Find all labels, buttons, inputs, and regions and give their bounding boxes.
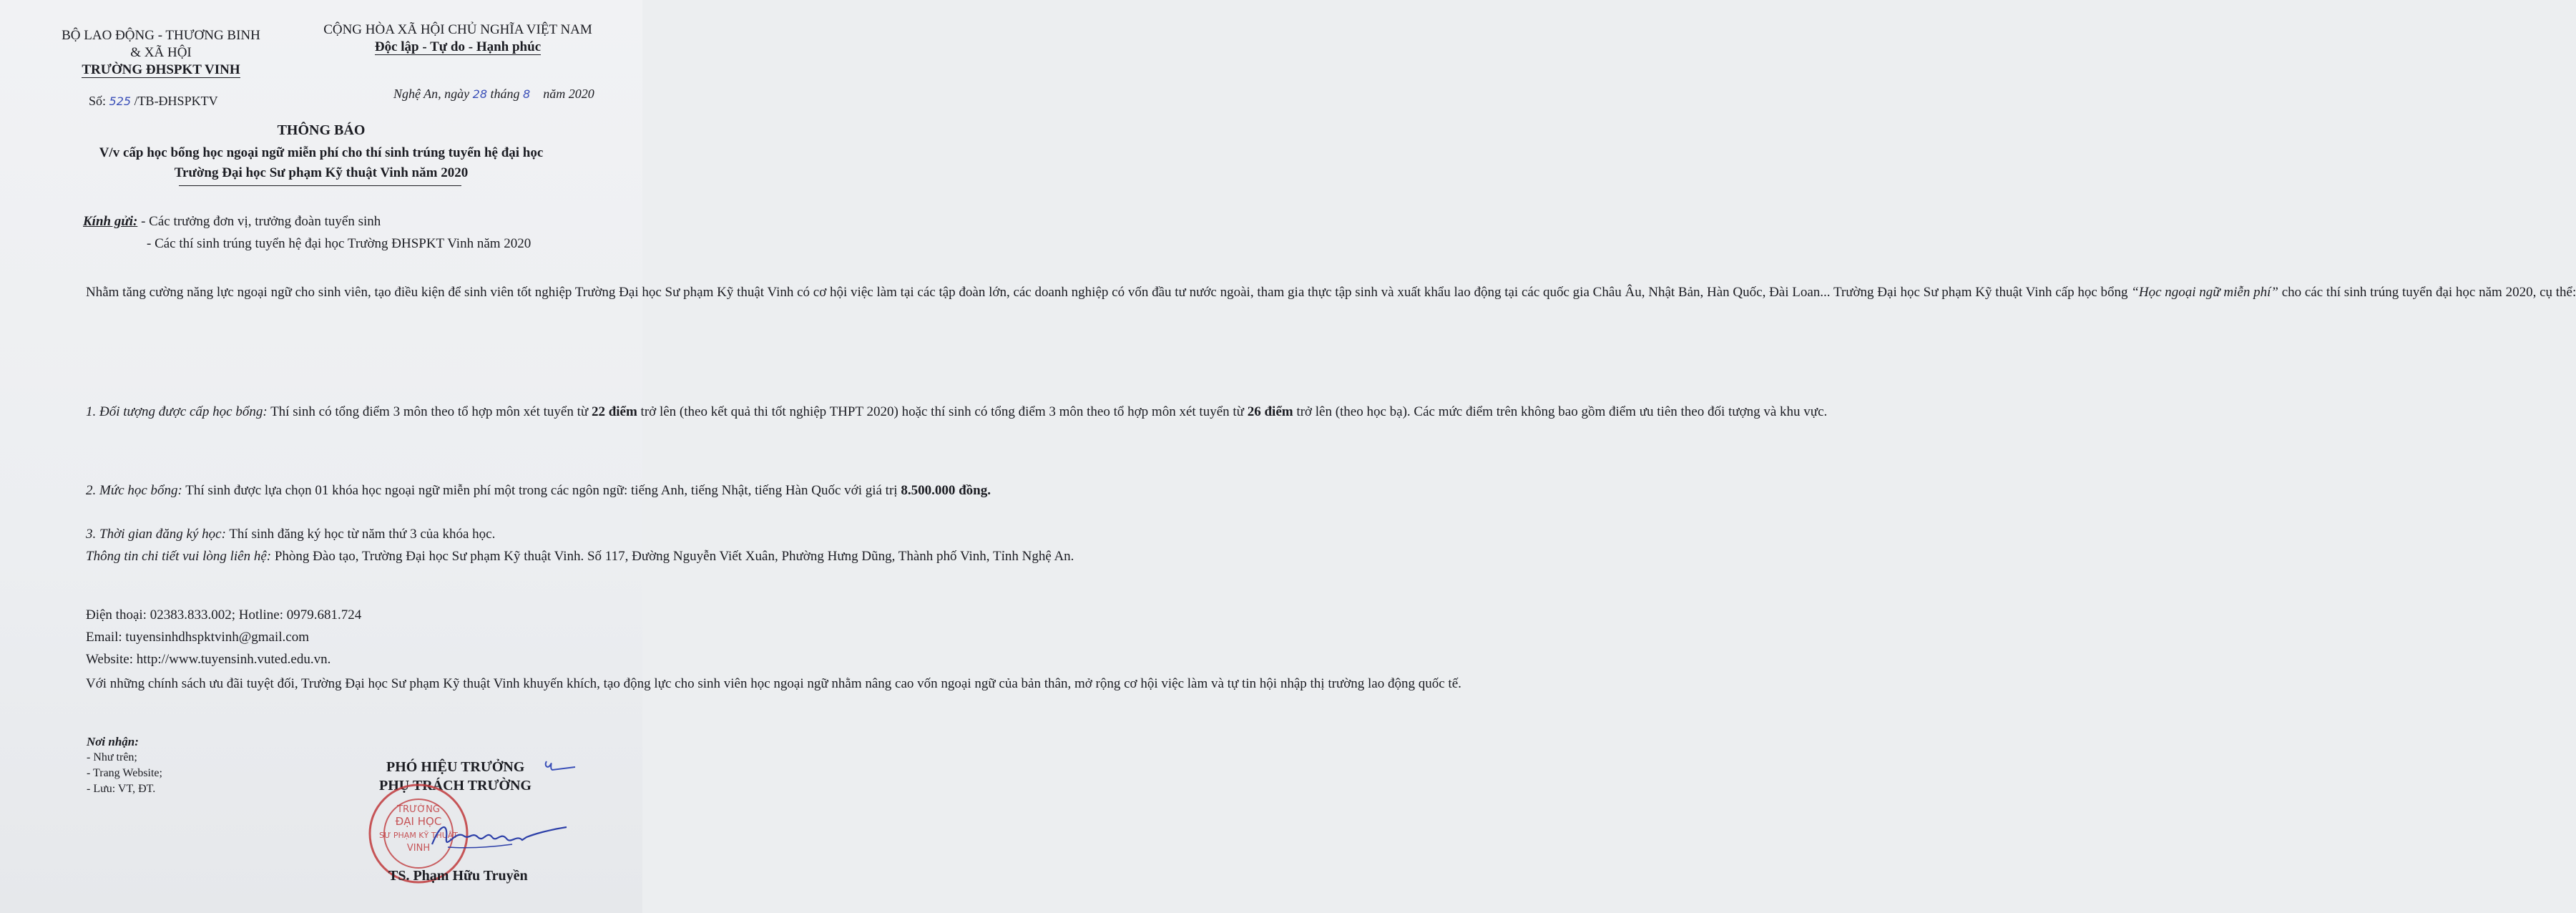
document-title: THÔNG BÁO <box>277 122 366 138</box>
school-name: TRƯỜNG ĐHSPKT VINH <box>82 62 240 77</box>
intro-text-1: Nhằm tăng cường năng lực ngoại ngữ cho sinh viên, tạo điều kiện để sinh viên tốt nghiệp Trường Đại học Sư phạm Kỹ thuật Vinh có cơ hội việc làm tại các tập đoàn lớn, các doanh nghiệp có vốn đầu tư nước ngoài, tham gia thực tập sinh và xuất khẩu lao động tại các quốc gia Châu Âu, Nhật Bản, Hàn Quốc, Đài Loan... Trường Đại học Sư phạm Kỹ thuật Vinh cấp học bổng <box>86 285 2132 300</box>
contact-phone: Điện thoại: 02383.833.002; Hotline: 0979.681.724 <box>86 607 362 622</box>
distribution-item: - Trang Website; <box>87 767 162 779</box>
handwritten-signature-icon <box>426 816 569 859</box>
item-registration-time <box>53 523 597 545</box>
issue-date <box>393 87 594 102</box>
ministry-header <box>50 27 272 79</box>
national-motto: Độc lập - Tự do - Hạnh phúc <box>374 39 542 54</box>
date-day: 28 <box>472 87 488 101</box>
intro-text-2: cho các thí sinh trúng tuyển đại học năm 2020, cụ thể: <box>2278 285 2576 300</box>
date-month: 8 <box>523 87 531 101</box>
distribution-item: - Như trên; <box>87 751 137 763</box>
country-name: CỘNG HÒA XÃ HỘI CHỦ NGHĨA VIỆT NAM <box>323 22 592 37</box>
distribution-item: - Lưu: VT, ĐT. <box>87 783 156 795</box>
item-registration-label: 3. Thời gian đăng ký học: <box>86 527 226 542</box>
contact-paragraph <box>53 545 1074 567</box>
contact-email: Email: tuyensinhdhspktvinh@gmail.com <box>86 630 309 645</box>
ministry-name-line1: BỘ LAO ĐỘNG - THƯƠNG BINH <box>62 28 260 43</box>
ministry-name-line2: & XÃ HỘI <box>130 45 192 60</box>
item-scholarship-text: Thí sinh được lựa chọn 01 khóa học ngoại ngữ miễn phí một trong các ngôn ngữ: tiếng Anh, tiếng Nhật, tiếng Hàn Quốc với giá trị <box>182 483 901 498</box>
date-place: Nghệ An, ngày <box>393 87 473 101</box>
svg-text:TRƯỜNG: TRƯỜNG <box>397 804 440 815</box>
subject-line-1: V/v cấp học bổng học ngoại ngữ miễn phí cho thí sinh trúng tuyển hệ đại học <box>99 145 544 160</box>
svg-text:ĐẠI HỌC: ĐẠI HỌC <box>395 815 442 828</box>
score-threshold-exam: 22 điểm <box>591 404 637 419</box>
distribution-heading: Nơi nhận: <box>87 735 139 748</box>
svg-text:VINH: VINH <box>406 843 431 854</box>
distribution-list <box>87 734 162 797</box>
item-eligibility-label: 1. Đối tượng được cấp học bổng: <box>86 404 268 419</box>
subject-underline <box>179 185 461 186</box>
svg-text:SƯ PHẠM KỸ THUẬT: SƯ PHẠM KỸ THUẬT <box>378 831 459 840</box>
recipients-line-1 <box>83 214 381 230</box>
item-eligibility-text-1: Thí sinh có tổng điểm 3 môn theo tổ hợp môn xét tuyển từ <box>267 404 592 419</box>
national-header <box>308 21 608 56</box>
date-year: năm 2020 <box>543 87 594 101</box>
reference-handwritten-number: 525 <box>109 94 132 108</box>
item-scholarship-label: 2. Mức học bổng: <box>86 483 182 498</box>
signer-title-2: PHỤ TRÁCH TRƯỜNG <box>379 778 532 794</box>
recipient-2: - Các thí sinh trúng tuyển hệ đại học Trường ĐHSPKT Vinh năm 2020 <box>147 236 532 251</box>
item-eligibility <box>53 401 1828 423</box>
intro-paragraph <box>53 281 2576 303</box>
recipients-label: Kính gửi: <box>83 214 138 229</box>
item-eligibility-text-3: trở lên (theo học bạ). Các mức điểm trên không bao gồm điểm ưu tiên theo đối tượng và khu vực. <box>1293 404 1828 419</box>
score-threshold-transcript: 26 điểm <box>1247 404 1293 419</box>
item-scholarship-level <box>53 479 991 502</box>
date-month-label: tháng <box>487 87 524 101</box>
scholarship-value: 8.500.000 đồng. <box>901 483 991 498</box>
recipient-1: - Các trưởng đơn vị, trưởng đoàn tuyển sinh <box>137 214 381 229</box>
initial-mark-icon <box>542 758 578 776</box>
signer-title-1: PHÓ HIỆU TRƯỞNG <box>386 759 525 775</box>
item-eligibility-text-2: trở lên (theo kết quả thi tốt nghiệp THPT 2020) hoặc thí sinh có tổng điểm 3 môn theo tổ hợp môn xét tuyển từ <box>637 404 1248 419</box>
program-name: “Học ngoại ngữ miễn phí” <box>2131 285 2278 300</box>
reference-number <box>89 94 218 109</box>
subject-line-2: Trường Đại học Sư phạm Kỹ thuật Vinh năm 2020 <box>174 165 469 180</box>
contact-address: Phòng Đào tạo, Trường Đại học Sư phạm Kỹ thuật Vinh. Số 117, Đường Nguyễn Viết Xuân, Phường Hưng Dũng, Thành phố Vinh, Tỉnh Nghệ An. <box>271 549 1074 564</box>
contact-website: Website: http://www.tuyensinh.vuted.edu.vn. <box>86 652 331 667</box>
reference-prefix: Số: <box>89 94 109 108</box>
contact-label: Thông tin chi tiết vui lòng liên hệ: <box>86 549 272 564</box>
item-registration-text: Thí sinh đăng ký học từ năm thứ 3 của khóa học. <box>225 527 496 542</box>
signer-name: TS. Phạm Hữu Truyền <box>388 868 528 884</box>
closing-paragraph: Với những chính sách ưu đãi tuyệt đối, Trường Đại học Sư phạm Kỹ thuật Vinh khuyến khích, tạo động lực cho sinh viên học ngoại ngữ nhằm nâng cao vốn ngoại ngữ của bản thân, mở rộng cơ hội việc làm và tự tin hội nhập thị trường lao động quốc tế. <box>86 676 1461 691</box>
reference-suffix: /TB-ĐHSPKTV <box>131 94 218 108</box>
